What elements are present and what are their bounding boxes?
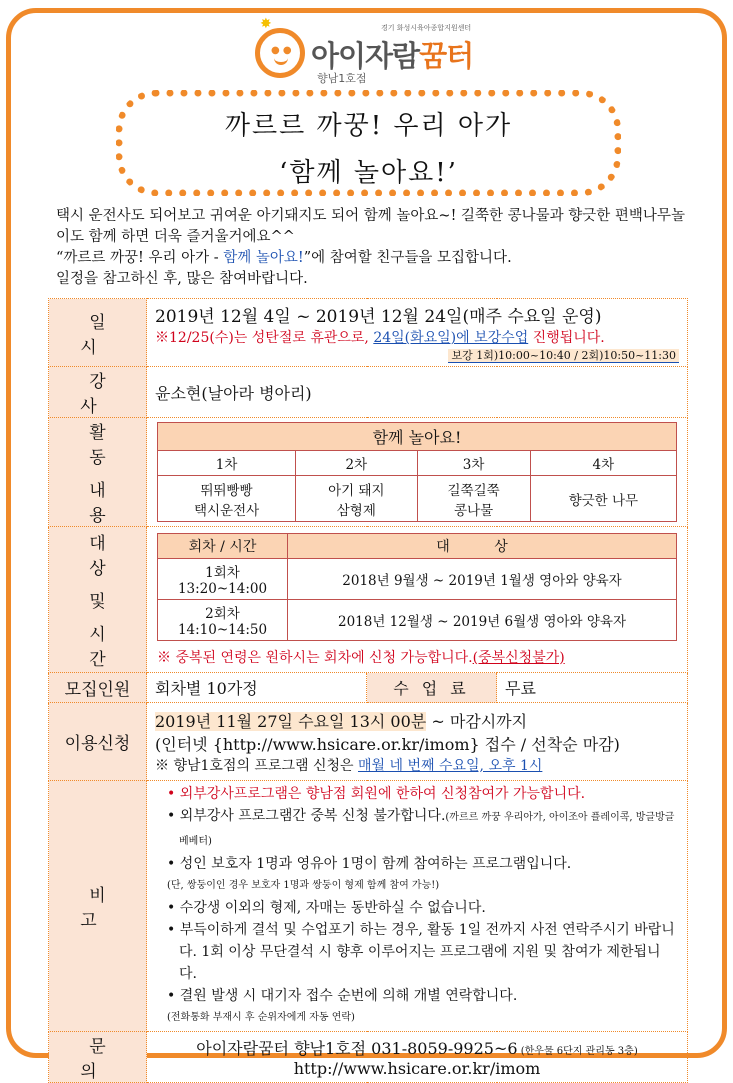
activity-cell — [147, 418, 688, 527]
fee-value: 무료 — [497, 673, 688, 703]
intro-paragraph-3: 일정을 참고하신 후, 많은 참여바랍니다. — [56, 271, 308, 287]
target-col-target: 대 상 — [288, 533, 677, 558]
target-row-1-target: 2018년 9월생 ~ 2019년 1월생 영아와 양육자 — [288, 558, 677, 599]
remark-3-note: (단, 쌍둥이인 경우 보호자 1명과 쌍둥이 형제 함께 참여 가능!) — [167, 880, 440, 891]
intro-text — [56, 206, 696, 290]
instructor-value: 윤소현(날아라 병아리) — [147, 367, 688, 418]
activity-content-2: 아기 돼지 삼형제 — [296, 476, 417, 522]
remark-4: • 수강생 이외의 형제, 자매는 동반하실 수 없습니다. — [167, 900, 486, 916]
contact-label: 문 의 — [49, 1032, 147, 1083]
makeup-times: 보강 1회)10:00~10:40 / 2회)10:50~11:30 — [155, 347, 679, 363]
recruit-value: 회차별 10가정 — [147, 673, 367, 703]
logo-subtitle: 경기 화성시육아종합지원센터 — [381, 24, 472, 32]
contact-cell — [147, 1032, 688, 1083]
info-table — [48, 298, 688, 1083]
apply-cell — [147, 703, 688, 781]
logo-branch: 향남1호점 — [317, 72, 367, 85]
target-table — [157, 533, 677, 641]
round-3: 3차 — [417, 451, 530, 476]
round-4: 4차 — [530, 451, 676, 476]
apply-label: 이용신청 — [49, 703, 147, 781]
target-col-time: 회차 / 시간 — [158, 533, 288, 558]
schedule-cell — [147, 299, 688, 367]
contact-line1: 아이자람꿈터 향남1호점 031-8059-9925~6 (한우물 6단지 관리동 3층) — [196, 1039, 638, 1058]
round-1: 1차 — [158, 451, 296, 476]
target-label: 대 상 및 시 간 — [49, 527, 147, 673]
star-icon: ✸ — [260, 16, 272, 32]
activity-header: 함께 놀아요! — [158, 423, 677, 451]
logo-name: 아이자람꿈터 — [311, 39, 474, 73]
target-row-2-time: 2회차 14:10~14:50 — [158, 599, 288, 640]
activity-content-3: 길쭉길쭉 콩나물 — [417, 476, 530, 522]
remark-6: • 결원 발생 시 대기자 접수 순번에 의해 개별 연락합니다. — [167, 988, 518, 1004]
round-2: 2차 — [296, 451, 417, 476]
intro-paragraph-1: 택시 운전사도 되어보고 귀여운 아기돼지도 되어 함께 놀아요~! 길쭉한 콩나물과 향긋한 편백나무놀이도 함께 하면 더욱 즐거울거에요^^ — [56, 208, 685, 245]
schedule-label: 일 시 — [49, 299, 147, 367]
activity-content-4: 향긋한 나무 — [530, 476, 676, 522]
logo-face-icon: ● ● — [255, 28, 305, 78]
apply-url: (인터넷 {http://www.hsicare.or.kr/imom} 접수 / 선착순 마감) — [155, 734, 620, 754]
activity-label: 활 동 내 용 — [49, 418, 147, 527]
remark-6-note: (전화통화 부재시 후 순위자에게 자동 연락) — [167, 1012, 355, 1023]
target-cell — [147, 527, 688, 673]
schedule-dates: 2019년 12월 4일 ~ 2019년 12월 24일(매주 수요일 운영) — [155, 307, 602, 327]
apply-note: ※ 향남1호점의 프로그램 신청은 매월 네 번째 수요일, 오후 1시 — [155, 757, 543, 774]
intro-paragraph-2: “까르르 까꿍! 우리 아가 - 함께 놀아요!”에 참여할 친구들을 모집합니다. — [56, 250, 512, 266]
title-box — [116, 90, 621, 196]
title-line1: 까르르 까꿍! 우리 아가 — [224, 111, 513, 141]
remark-5: • 부득이하게 결석 및 수업포기 하는 경우, 활동 1일 전까지 사전 연락주시기 바랍니다. 1회 이상 무단결석 시 향후 이루어지는 프로그램에 지원 및 참여가 제한됩니다. — [167, 922, 675, 982]
remark-2: • 외부강사 프로그램간 중복 신청 불가합니다.(까르르 까꿍 우리아가, 아이조아 플레이콕, 방글방글 베베터) — [167, 808, 675, 847]
activity-table — [157, 422, 677, 522]
logo — [255, 16, 495, 88]
remarks-label: 비 고 — [49, 781, 147, 1032]
activity-content-1: 뛰뛰빵빵 택시운전사 — [158, 476, 296, 522]
target-row-2-target: 2018년 12월생 ~ 2019년 6월생 영아와 양육자 — [288, 599, 677, 640]
schedule-notice: ※12/25(수)는 성탄절로 휴관으로, 24일(화요일)에 보강수업 진행됩니다. — [155, 330, 605, 346]
target-row-1-time: 1회차 13:20~14:00 — [158, 558, 288, 599]
title-line2: ‘함께 놀아요!’ — [279, 158, 458, 188]
remarks-cell — [147, 781, 688, 1032]
recruit-label: 모집인원 — [49, 673, 147, 703]
fee-label: 수 업 료 — [367, 673, 497, 703]
remark-1: • 외부강사프로그램은 향남점 회원에 한하여 신청참여가 가능합니다. — [167, 786, 586, 802]
target-notice: ※ 중복된 연령은 원하시는 회차에 신청 가능합니다.(중복신청불가) — [157, 649, 565, 666]
contact-url: http://www.hsicare.or.kr/imom — [293, 1059, 541, 1078]
instructor-label: 강 사 — [49, 367, 147, 418]
remark-3: • 성인 보호자 1명과 영유아 1명이 함께 참여하는 프로그램입니다. — [167, 856, 572, 872]
apply-period: 2019년 11월 27일 수요일 13시 00분 ~ 마감시까지 — [155, 711, 528, 731]
